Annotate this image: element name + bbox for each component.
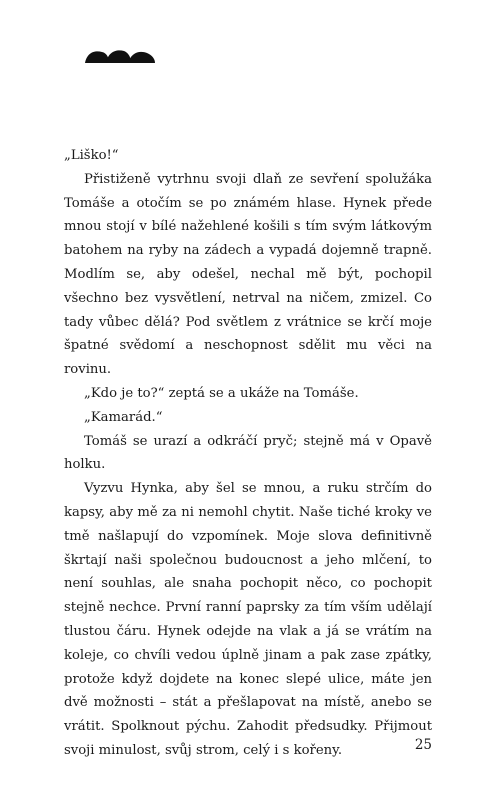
three-hills-ornament-icon [84,44,156,68]
paragraph-narration-2: Tomáš se urazí a odkráčí pryč; stejně má v Opavě holku. [64,433,432,473]
paragraph-narration-1: Přistiženě vytrhnu svoji dlaň ze sevření spolužáka Tomáše a otočím se po známém hlase. Hynek přede mnou stojí v bílé nažehlené košili s tím svým látkovým batohem na ryby na zádech a vypadá dojemně trapně. Modlím se, aby odešel, nechal mě být, pochopil všechno bez vysvětlení, netrval na ničem, zmizel. Co tady vůbec dělá? Pod světlem z vrátnice se krčí moje špatné svědomí a neschopnost sdělit mu věci na rovinu. [64,171,432,378]
paragraph-answer: „Kamarád.“ [84,409,163,425]
paragraph-exclamation: „Liško!“ [64,148,119,163]
paragraph-question: „Kdo je to?“ zeptá se a ukáže na Tomáše. [84,385,359,401]
page-number: 25 [414,737,432,753]
paragraph-narration-3: Vyzvu Hynka, aby šel se mnou, a ruku strčím do kapsy, aby mě za ni nemohl chytit. Naše tiché kroky ve tmě našlapují do vzpomínek. Moje slova definitivně škrtají naši společnou budoucnost a jeho mlčení, to není souhlas, ale snaha pochopit něco, co pochopit stejně nechce. První ranní paprsky za tím vším udělají tlustou čáru. Hynek odejde na vlak a já se vrátím na koleje, co chvíli vedou úplně jinam a pak zase zpátky, protože když dojdete na konec slepé ulice, máte jen dvě možnosti – stát a přešlapovat na místě, anebo se vrátit. Spolknout pýchu. Zahodit předsudky. Přijmout svoji minulost, svůj strom, celý i s kořeny. [64,481,432,758]
chapter-text [64,144,432,763]
